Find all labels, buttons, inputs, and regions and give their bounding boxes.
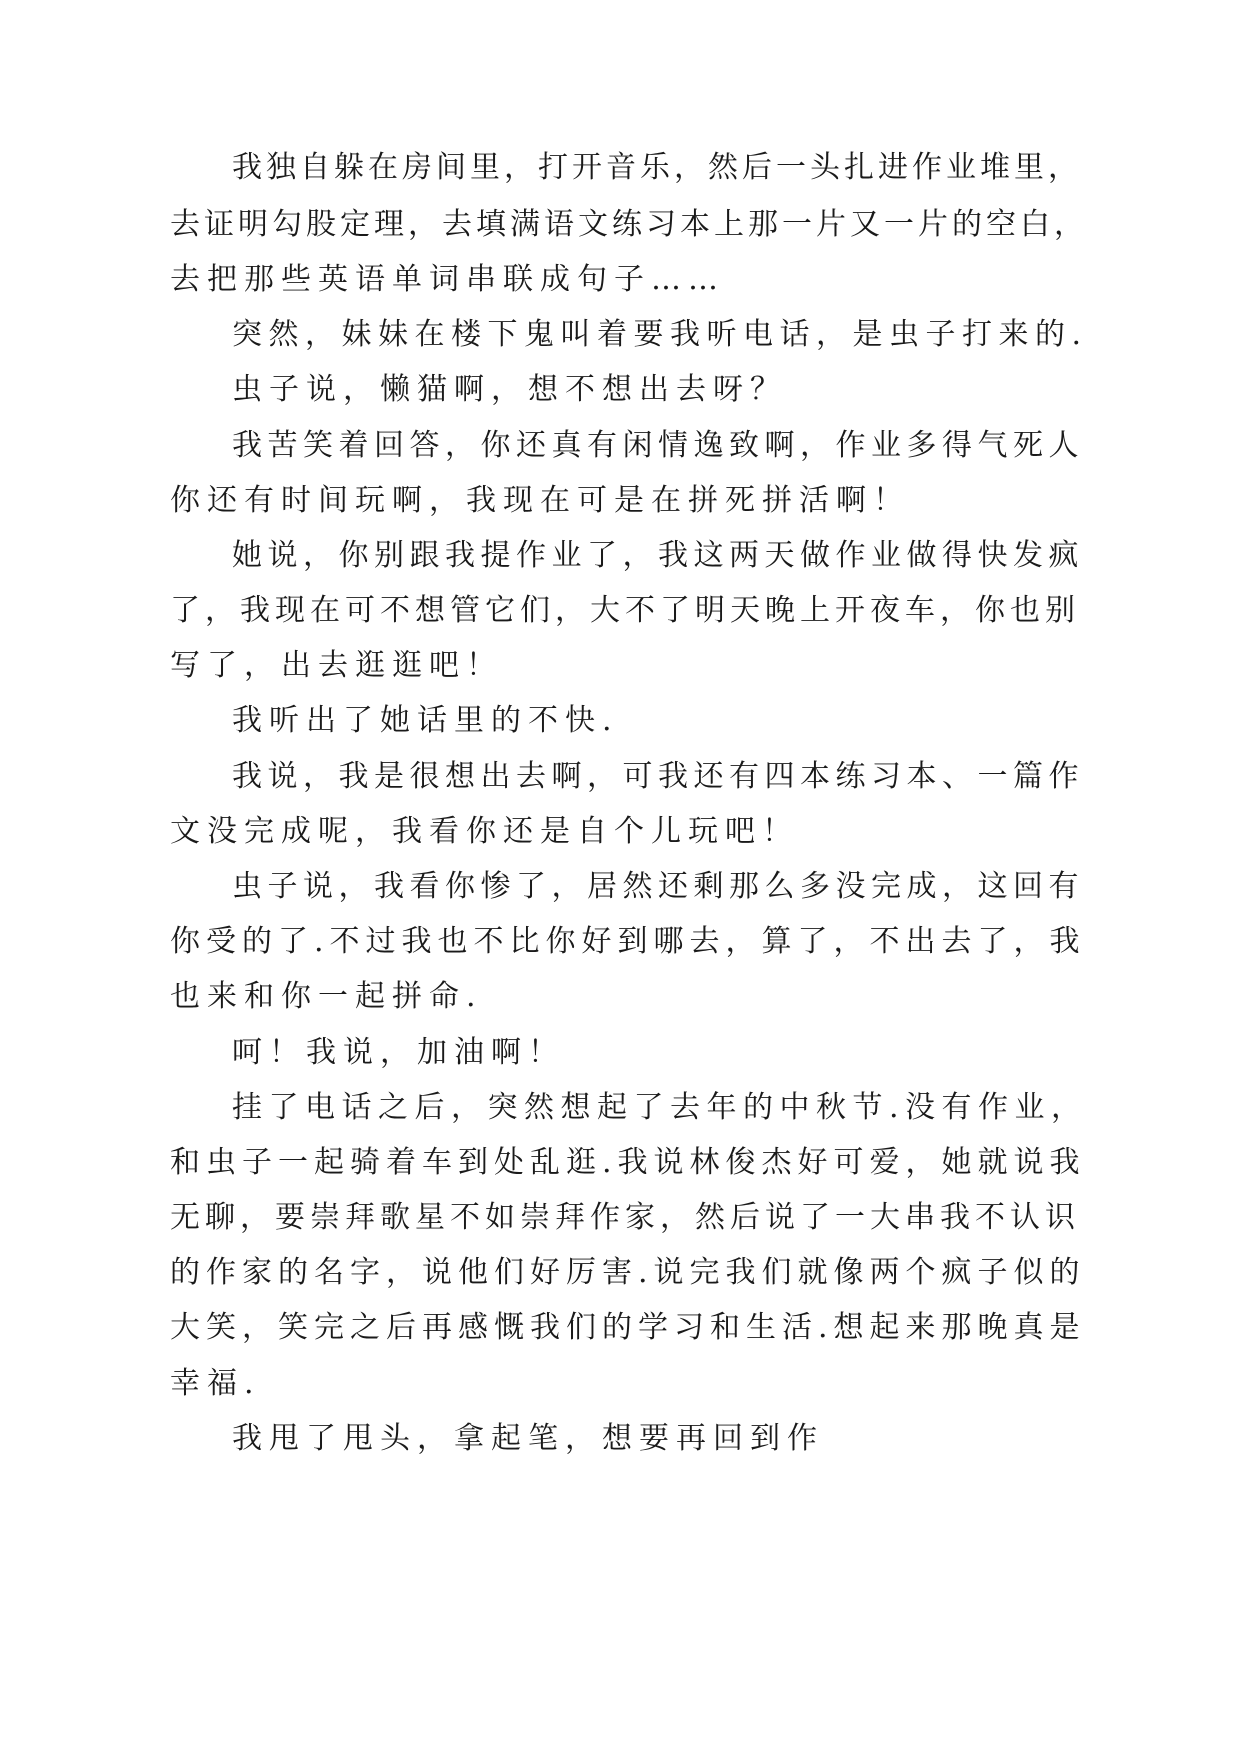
text-line: 她说，你别跟我提作业了，我这两天做作业做得快发疯 [232,538,1084,573]
text-line: 挂了电话之后，突然想起了去年的中秋节.没有作业， [232,1090,1088,1125]
text-line: 也来和你一起拼命. [170,979,483,1014]
text-line: 虫子说，懒猫啊，想不想出去呀？ [232,372,787,407]
text-line: 写了，出去逛逛吧！ [170,648,503,683]
text-line: 突然，妹妹在楼下鬼叫着要我听电话，是虫子打来的. [232,317,1088,352]
text-line: 我独自躲在房间里，打开音乐，然后一头扎进作业堆里， [232,150,1082,185]
text-line: 我听出了她话里的不快. [232,703,619,738]
text-line: 无聊，要崇拜歌星不如崇拜作家，然后说了一大串我不认识 [170,1200,1080,1235]
text-line: 虫子说，我看你惨了，居然还剩那么多没完成，这回有 [232,869,1084,904]
text-line: 呵！我说，加油啊！ [232,1035,565,1070]
text-line: 我苦笑着回答，你还真有闲情逸致啊，作业多得气死人 [232,428,1084,463]
text-line: 了，我现在可不想管它们，大不了明天晚上开夜车，你也别 [170,593,1080,628]
text-line: 你还有时间玩啊，我现在可是在拼死拼活啊！ [170,483,910,518]
text-line: 你受的了.不过我也不比你好到哪去，算了，不出去了，我 [170,924,1086,959]
text-line: 的作家的名字，说他们好厉害.说完我们就像两个疯子似的 [170,1255,1086,1290]
text-line: 我甩了甩头，拿起笔，想要再回到作 [232,1421,824,1456]
text-line: 幸福. [170,1366,261,1401]
text-line: 去把那些英语单词串联成句子…… [170,262,725,297]
text-line: 文没完成呢，我看你还是自个儿玩吧！ [170,814,799,849]
text-line: 去证明勾股定理，去填满语文练习本上那一片又一片的空白， [170,207,1088,242]
text-line: 和虫子一起骑着车到处乱逛.我说林俊杰好可爱，她就说我 [170,1145,1086,1180]
text-line: 我说，我是很想出去啊，可我还有四本练习本、一篇作 [232,759,1084,794]
text-line: 大笑，笑完之后再感慨我们的学习和生活.想起来那晚真是 [170,1310,1086,1345]
